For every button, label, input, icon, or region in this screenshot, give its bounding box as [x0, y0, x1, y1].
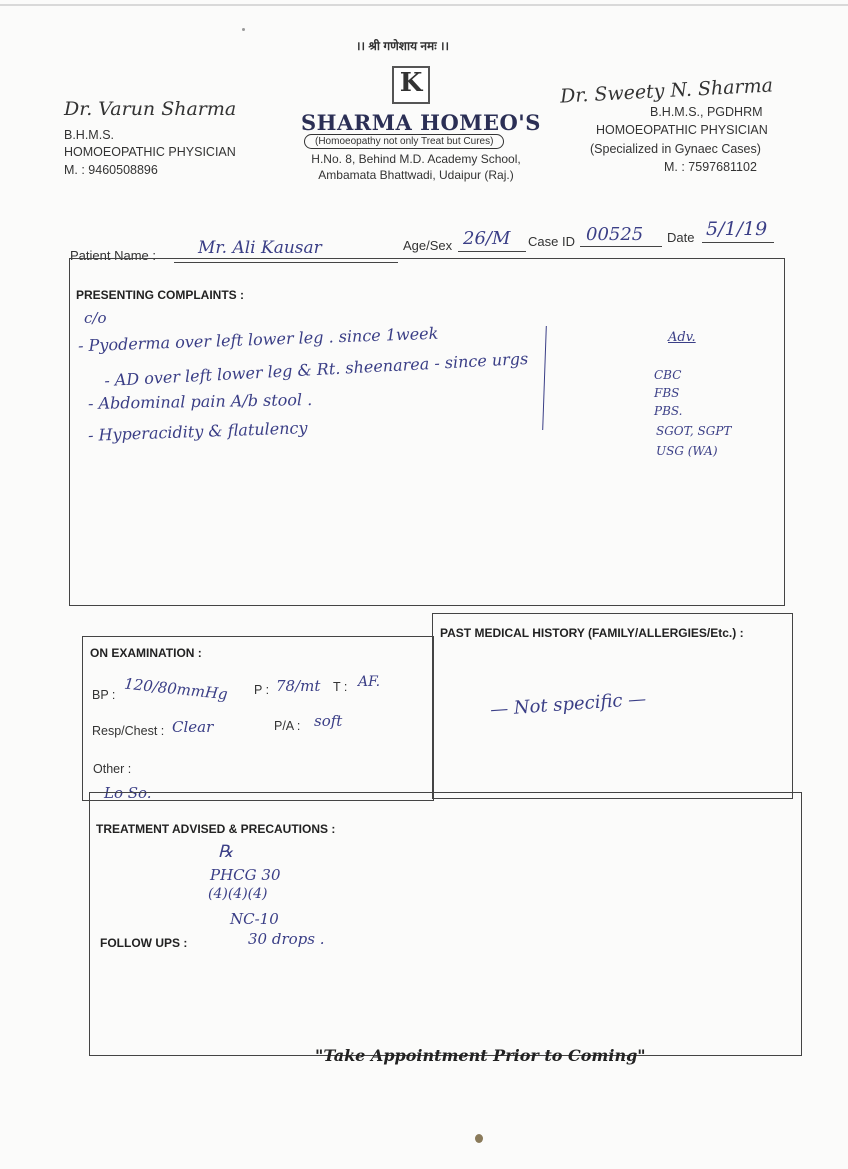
doctor-left-mobile: M. : 9460508896 — [64, 163, 158, 177]
patient-name-label: Patient Name : — [70, 248, 156, 263]
advised-test-5: USG (WA) — [656, 444, 718, 458]
pa-label: P/A : — [274, 719, 301, 733]
examination-box — [82, 636, 434, 801]
doctor-left-name: Dr. Varun Sharma — [64, 98, 237, 120]
medicine-line-4: 30 drops . — [248, 930, 325, 948]
follow-ups-label: FOLLOW UPS : — [100, 936, 188, 950]
clinic-tagline: (Homoeopathy not only Treat but Cures) — [304, 134, 504, 149]
case-id-value: 00525 — [586, 224, 644, 245]
complaint-line-3: - Abdominal pain A/b stool . — [87, 390, 313, 413]
paper-stain-mark — [475, 1134, 483, 1143]
age-sex-label: Age/Sex — [403, 238, 453, 253]
case-id-underline — [580, 246, 662, 247]
doctor-right-specialty: (Specialized in Gynaec Cases) — [590, 142, 761, 156]
invocation-text: ।। श्री गणेशाय नमः ।। — [356, 39, 450, 53]
advised-test-2: FBS — [654, 386, 680, 400]
resp-chest-label: Resp/Chest : — [92, 724, 165, 738]
advised-header: Adv. — [668, 330, 696, 345]
examination-title: ON EXAMINATION : — [90, 646, 202, 660]
advised-test-4: SGOT, SGPT — [656, 424, 732, 438]
doctor-left-title: HOMOEOPATHIC PHYSICIAN — [64, 145, 236, 159]
patient-name-value: Mr. Ali Kausar — [198, 238, 322, 258]
presenting-complaints-title: PRESENTING COMPLAINTS : — [76, 288, 245, 302]
doctor-right-name: Dr. Sweety N. Sharma — [559, 74, 774, 108]
medicine-line-3: NC-10 — [230, 910, 279, 928]
age-sex-value: 26/M — [463, 228, 511, 249]
paper-dot-mark — [242, 28, 245, 31]
doctor-right-degree: B.H.M.S., PGDHRM — [650, 105, 763, 119]
other-label: Other : — [93, 762, 132, 776]
doctor-right-mobile: M. : 7597681102 — [664, 160, 757, 174]
case-id-label: Case ID — [528, 234, 575, 249]
clinic-name: SHARMA HOMEO'S — [301, 110, 541, 135]
sharma-homeo-logo-icon: K — [392, 66, 430, 104]
clinic-address-line2: Ambamata Bhattwadi, Udaipur (Raj.) — [318, 168, 514, 182]
complaint-line-2: - AD over left lower leg & Rt. sheenarea - since urgs — [103, 348, 529, 391]
other-value: Lo So. — [104, 784, 152, 802]
medicine-line-2: (4)(4)(4) — [208, 886, 268, 902]
date-underline — [702, 242, 774, 243]
top-edge-line — [0, 4, 848, 6]
advised-test-3: PBS. — [654, 404, 683, 418]
medicine-line-1: PHCG 30 — [210, 866, 281, 884]
past-history-title: PAST MEDICAL HISTORY (FAMILY/ALLERGIES/Etc.) : — [440, 626, 744, 640]
clinic-address-line1: H.No. 8, Behind M.D. Academy School, — [311, 152, 521, 166]
complaint-line-4: - Hyperacidity & flatulency — [87, 418, 308, 445]
bp-value: 120/80mmHg — [123, 674, 229, 704]
pulse-label: P : — [254, 683, 270, 697]
doctor-left-degree: B.H.M.S. — [64, 128, 115, 142]
resp-chest-value: Clear — [172, 718, 214, 736]
date-value: 5/1/19 — [706, 218, 768, 240]
doctor-right-title: HOMOEOPATHIC PHYSICIAN — [596, 123, 768, 137]
temperature-value: AF. — [358, 674, 381, 690]
footer-appointment-note: "Take Appointment Prior to Coming" — [315, 1046, 646, 1065]
pa-value: soft — [314, 712, 343, 730]
past-history-value: — Not specific — — [489, 688, 647, 721]
complaint-line-1: - Pyoderma over left lower leg . since 1week — [77, 323, 439, 356]
advised-test-1: CBC — [654, 368, 682, 382]
rx-symbol: ℞ — [218, 842, 234, 862]
pulse-value: 78/mt — [276, 677, 321, 695]
date-label: Date — [667, 230, 695, 245]
age-sex-underline — [458, 251, 526, 252]
treatment-title: TREATMENT ADVISED & PRECAUTIONS : — [96, 822, 336, 836]
temperature-label: T : — [333, 680, 348, 694]
complaints-prefix: c/o — [84, 309, 107, 327]
bp-label: BP : — [92, 688, 116, 702]
